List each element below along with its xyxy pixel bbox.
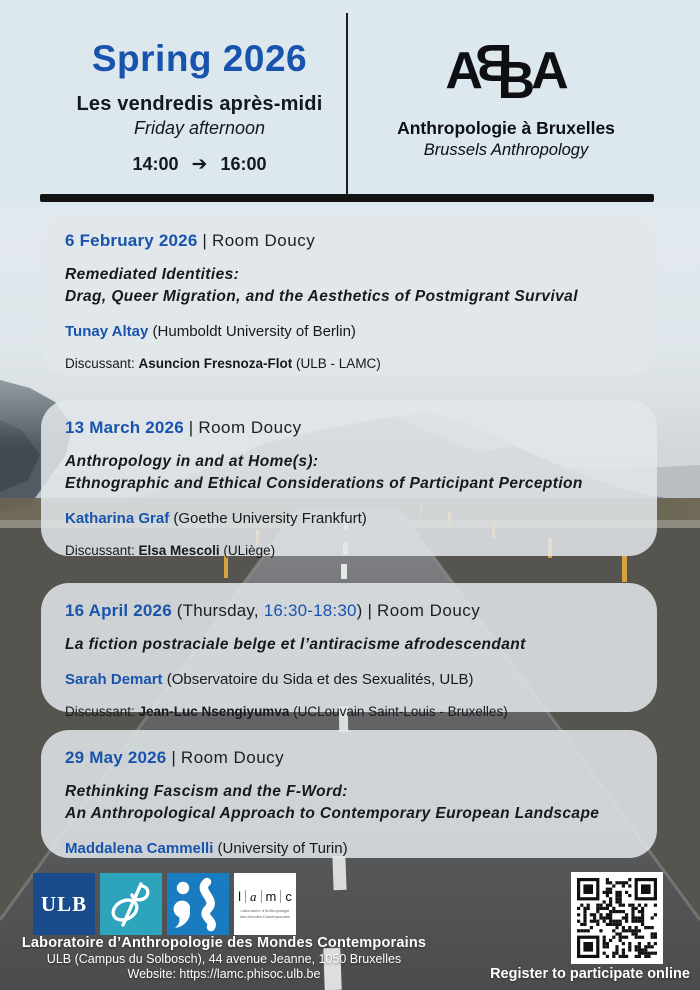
speaker-line [65,669,633,690]
discussant-affiliation: (ULB - LAMC) [292,356,381,371]
phisoc-monogram-icon [100,873,162,935]
qr-code [571,872,663,964]
faculty-logo [167,873,229,935]
speaker-affiliation: (University of Turin) [213,840,348,857]
speaker-name: Maddalena Cammelli [65,840,214,857]
event-title: Rethinking Fascism and the F-Word: An Anthropological Approach to Contemporary European Landscape [65,783,600,822]
partner-logos [33,873,296,935]
header-vertical-divider [346,13,348,194]
discussant-affiliation: (ULiège) [219,543,276,558]
abba-letter-b2: B [497,52,534,110]
end-time: 16:00 [220,154,267,174]
ulb-logo: ULB [33,873,95,935]
event-card-4 [41,730,657,858]
abba-letter-a2: A [531,42,567,100]
speaker-line [65,838,633,859]
event-room: Room Doucy [211,231,316,250]
discussant-name: Elsa Mescoli [138,543,220,558]
abba-logo [372,33,640,110]
event-date-line: 13 March 2026 | Room Doucy [65,418,302,437]
subtitle-english: Friday afternoon [133,118,266,138]
page-title: Spring 2026 [91,38,308,79]
time-range [52,154,347,175]
event-title: Remediated Identities: Drag, Queer Migration, and the Aesthetics of Postmigrant Survival [65,266,578,305]
header-right-block [372,33,640,160]
lab-address: ULB (Campus du Solbosch), 44 avenue Jeanne, 1050 Bruxelles [46,952,402,966]
qr-caption: Register to participate online [490,966,690,982]
lamc-caption: Laboratoire d'Anthropologie des Mondes Contemporains [239,907,291,919]
speaker-affiliation: (Humboldt University of Berlin) [148,323,356,340]
header-divider-bar [40,194,654,202]
event-room: Room Doucy [377,601,481,620]
faculty-mark-icon [167,873,229,935]
event-date-line: 29 May 2026 | Room Doucy [65,748,285,767]
event-date-line: 6 February 2026 | Room Doucy [65,231,316,250]
arrow-right-icon: ➔ [191,154,208,175]
event-date: 16 April 2026 [65,601,172,620]
speaker-name: Tunay Altay [65,323,149,340]
event-card-1 [41,213,657,375]
org-name-english: Brussels Anthropology [423,141,589,159]
speaker-line [65,508,633,529]
speaker-line [65,321,633,342]
event-room: Room Doucy [198,418,302,437]
speaker-name: Katharina Graf [65,510,170,527]
abba-letter-b1: B [476,33,513,91]
start-time: 14:00 [132,154,179,174]
event-date: 6 February 2026 [65,231,198,250]
lamc-logo [234,873,296,935]
event-card-2 [41,400,657,556]
event-time: 16:30-18:30 [263,601,357,620]
event-title: La fiction postraciale belge et l’antiracisme afrodescendant [65,636,526,653]
discussant-name: Jean-Luc Nsengiyumva [138,704,290,719]
event-date: 13 March 2026 [65,418,184,437]
discussant-name: Asuncion Fresnoza-Flot [138,356,293,371]
lamc-letters: l a m c [238,888,292,905]
org-name-french: Anthropologie à Bruxelles [397,118,615,138]
discussant-line: Discussant: Elsa Mescoli (ULiège) [65,543,276,558]
discussant-line: Discussant: Jean-Luc Nsengiyumva (UCLouvain Saint-Louis - Bruxelles) [65,704,508,719]
event-title: Anthropology in and at Home(s): Ethnographic and Ethical Considerations of Participant Perception [65,453,583,492]
discussant-affiliation: (UCLouvain Saint-Louis - Bruxelles) [289,704,508,719]
event-room: Room Doucy [180,748,285,767]
header-left-block [52,40,347,175]
event-date-line: 16 April 2026 (Thursday, 16:30-18:30) | Room Doucy [65,601,481,620]
event-card-3 [41,583,657,719]
lab-name: Laboratoire d’Anthropologie des Mondes Contemporains [21,935,427,951]
event-date: 29 May 2026 [65,748,167,767]
subtitle-french: Les vendredis après-midi [76,93,323,115]
discussant-line: Discussant: Asuncion Fresnoza-Flot (ULB - LAMC) [65,356,381,371]
footer-contact-block [18,935,430,981]
lab-website: Website: https://lamc.phisoc.ulb.be [127,967,321,981]
speaker-name: Sarah Demart [65,671,163,688]
abba-letter-a1: A [445,42,481,100]
speaker-affiliation: (Observatoire du Sida et des Sexualités, ULB) [162,671,474,688]
speaker-affiliation: (Goethe University Frankfurt) [169,510,367,527]
phisoc-logo [100,873,162,935]
